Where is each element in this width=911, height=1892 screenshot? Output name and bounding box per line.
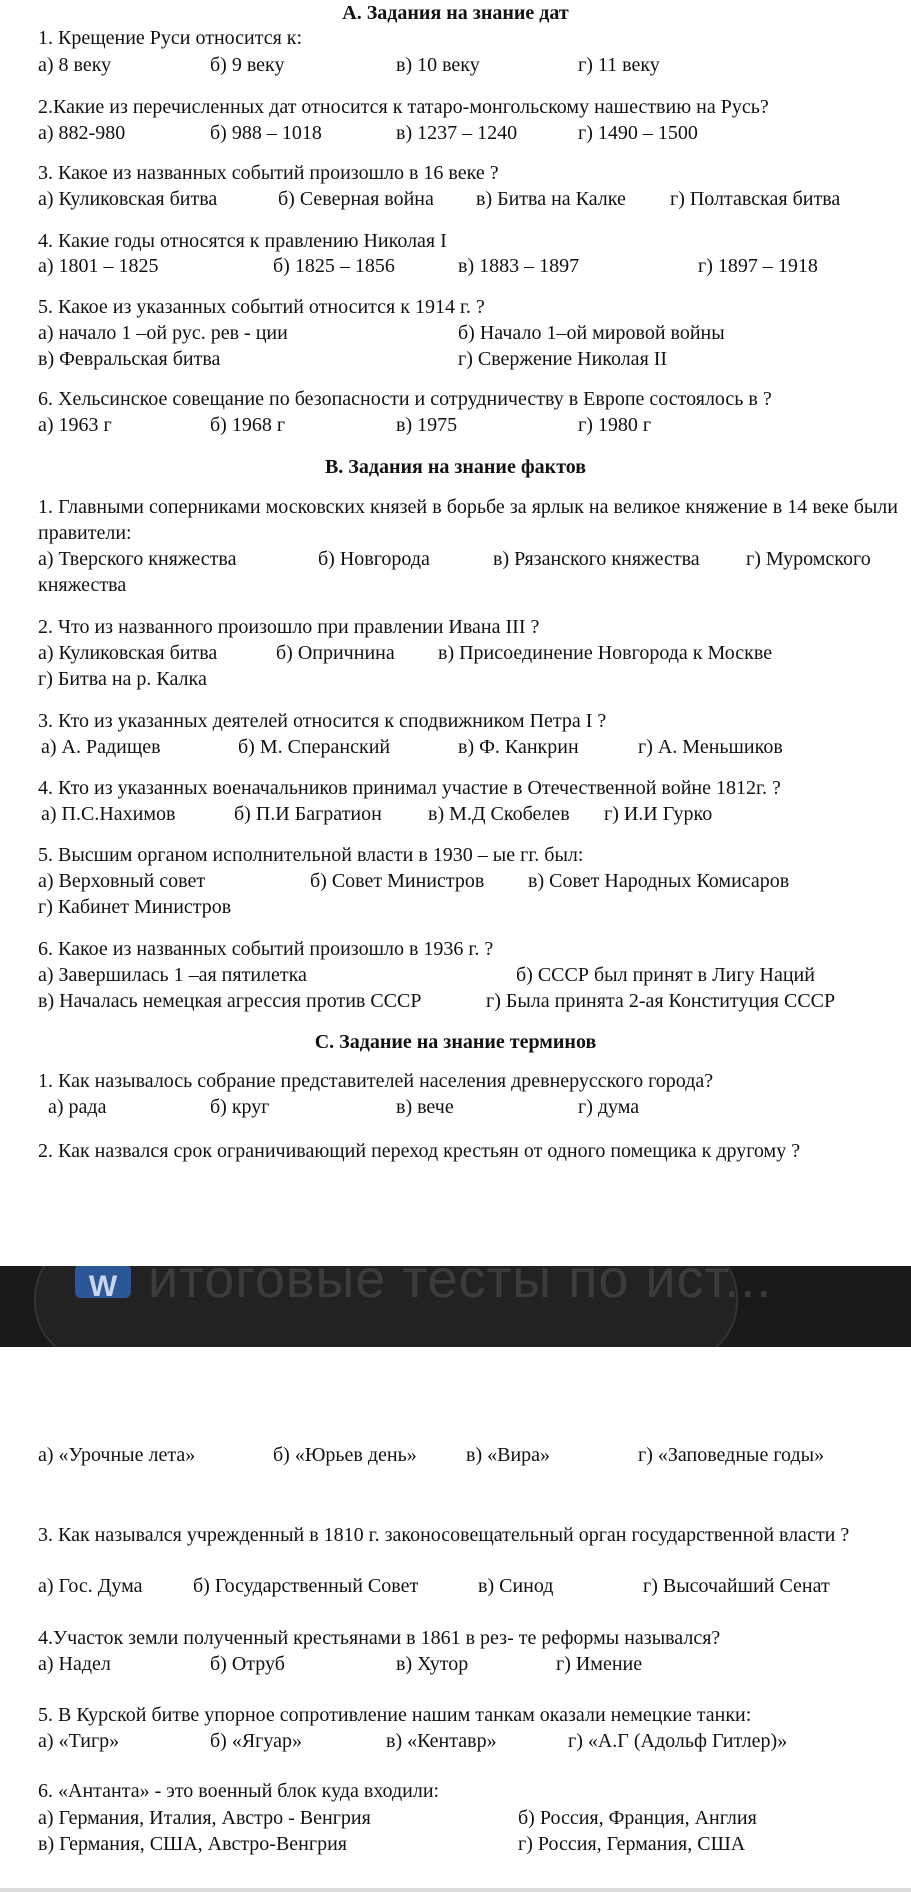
answers-b1 bbox=[38, 546, 908, 572]
answer-c: в) Совет Народных Комисаров bbox=[528, 870, 790, 892]
answer-c: в) 1975 bbox=[396, 414, 458, 436]
page-bottom-divider bbox=[0, 1888, 911, 1892]
answers-a5-row1 bbox=[38, 320, 908, 346]
answer-c: в) М.Д Скобелев bbox=[428, 803, 570, 825]
answers-c6-row2 bbox=[38, 1831, 908, 1857]
section-b-title: В. Задания на знание фактов bbox=[324, 456, 587, 478]
question-a1: 1. Крещение Руси относится к: bbox=[38, 27, 303, 49]
answer-b: б) Отруб bbox=[210, 1653, 285, 1675]
answers-c3 bbox=[38, 1573, 908, 1599]
answer-a: а) рада bbox=[48, 1096, 107, 1118]
answer-b: б) П.И Багратион bbox=[234, 803, 382, 825]
answer-b: б) 9 веку bbox=[210, 54, 285, 76]
question-a2: 2.Какие из перечисленных дат относится к татаро-монгольскому нашествию на Русь? bbox=[38, 96, 769, 118]
answer-a: а) начало 1 –ой рус. рев - ции bbox=[38, 322, 288, 344]
answer-d: г) «Заповедные годы» bbox=[638, 1444, 825, 1466]
answer-d: г) Имение bbox=[556, 1653, 643, 1675]
section-a-title: А. Задания на знание дат bbox=[342, 2, 569, 24]
answers-c5 bbox=[38, 1728, 908, 1754]
answer-b: б) Опричнина bbox=[276, 642, 395, 664]
question-b6: 6. Какое из названных событий произошло в 1936 г. ? bbox=[38, 938, 494, 960]
document-title-banner[interactable] bbox=[0, 1266, 911, 1347]
answer-a: а) 1963 г bbox=[38, 414, 112, 436]
answer-d: г) Была принята 2-ая Конституция СССР bbox=[486, 990, 836, 1012]
answers-a1 bbox=[38, 52, 908, 78]
answer-c: в) вече bbox=[396, 1096, 454, 1118]
answer-d: г) дума bbox=[578, 1096, 640, 1118]
answer-a: а) 1801 – 1825 bbox=[38, 255, 159, 277]
answer-b: б) Северная война bbox=[278, 188, 434, 210]
answer-b: б) 1968 г bbox=[210, 414, 286, 436]
question-c1: 1. Как называлось собрание представителей населения древнерусского города? bbox=[38, 1070, 714, 1092]
answer-a: а) Тверского княжества bbox=[38, 548, 237, 570]
answer-c: в) «Вира» bbox=[466, 1444, 551, 1466]
question-c5: 5. В Курской битве упорное сопротивление нашим танкам оказали немецкие танки: bbox=[38, 1704, 752, 1726]
answer-b2-d: г) Битва на р. Калка bbox=[38, 668, 207, 690]
answer-d: г) 1897 – 1918 bbox=[698, 255, 818, 277]
answer-c: в) Рязанского княжества bbox=[493, 548, 700, 570]
answers-b3 bbox=[38, 734, 908, 760]
answer-a: а) Надел bbox=[38, 1653, 111, 1675]
answers-b6-row1 bbox=[38, 962, 908, 988]
question-c4: 4.Участок земли полученный крестьянами в 1861 в рез- те реформы назывался? bbox=[38, 1627, 721, 1649]
answer-c: в) 1237 – 1240 bbox=[396, 122, 518, 144]
answer-b: б) Государственный Совет bbox=[193, 1575, 419, 1597]
document-title: итоговые тесты по ист... bbox=[148, 1266, 773, 1309]
answers-b4 bbox=[38, 801, 908, 827]
answers-c6-row1 bbox=[38, 1805, 908, 1831]
answers-a3 bbox=[38, 186, 908, 212]
answer-c: в) Февральская битва bbox=[38, 348, 221, 370]
answer-a: а) Германия, Италия, Австро - Венгрия bbox=[38, 1807, 371, 1829]
answer-b: б) Начало 1–ой мировой войны bbox=[458, 322, 725, 344]
answer-b: б) Россия, Франция, Англия bbox=[518, 1807, 757, 1829]
answer-a: а) «Урочные лета» bbox=[38, 1444, 196, 1466]
answer-a: а) Куликовская битва bbox=[38, 188, 218, 210]
answer-c: в) 1883 – 1897 bbox=[458, 255, 580, 277]
answer-b1-continuation: княжества bbox=[38, 574, 127, 596]
section-c-title: С. Задание на знание терминов bbox=[314, 1031, 597, 1053]
answers-c2 bbox=[38, 1442, 908, 1468]
question-a6: 6. Хельсинское совещание по безопасности и сотрудничеству в Европе состоялось в ? bbox=[38, 388, 772, 410]
word-document-icon: W bbox=[75, 1266, 131, 1298]
question-b1: 1. Главными соперниками московских князей в борьбе за ярлык на великое княжение в 14 веке были правители: bbox=[38, 496, 898, 544]
answer-c: в) Хутор bbox=[396, 1653, 469, 1675]
answer-d: г) Высочайший Сенат bbox=[643, 1575, 830, 1597]
answer-a: а) 882-980 bbox=[38, 122, 126, 144]
answers-b5-row1 bbox=[38, 868, 908, 894]
question-b2: 2. Что из названного произошло при правлении Ивана III ? bbox=[38, 616, 540, 638]
question-b5: 5. Высшим органом исполнительной власти в 1930 – ые гг. был: bbox=[38, 844, 584, 866]
answer-b5-d: г) Кабинет Министров bbox=[38, 896, 232, 918]
answers-b2-row1 bbox=[38, 640, 908, 666]
answer-c: в) «Кентавр» bbox=[386, 1730, 497, 1752]
answer-c: в) Началась немецкая агрессия против СССР bbox=[38, 990, 422, 1012]
answer-b: б) Совет Министров bbox=[310, 870, 485, 892]
answer-c: в) Битва на Калке bbox=[476, 188, 626, 210]
answer-d: г) И.И Гурко bbox=[604, 803, 713, 825]
question-c3: 3. Как назывался учрежденный в 1810 г. законосовещательный орган государственной власти ? bbox=[38, 1524, 850, 1546]
answer-b: б) «Ягуар» bbox=[210, 1730, 302, 1752]
answer-a: а) «Тигр» bbox=[38, 1730, 120, 1752]
answer-a: а) Гос. Дума bbox=[38, 1575, 143, 1597]
answer-d: г) 1980 г bbox=[578, 414, 652, 436]
answer-d: г) Муромского bbox=[746, 548, 871, 570]
answer-b: б) 988 – 1018 bbox=[210, 122, 322, 144]
answers-a5-row2 bbox=[38, 346, 908, 372]
answer-d: г) Россия, Германия, США bbox=[518, 1833, 746, 1855]
answer-c: в) Присоединение Новгорода к Москве bbox=[438, 642, 773, 664]
answer-b: б) М. Сперанский bbox=[238, 736, 391, 758]
answer-d: г) Полтавская битва bbox=[670, 188, 841, 210]
answer-b: б) «Юрьев день» bbox=[273, 1444, 417, 1466]
answer-c: в) Синод bbox=[478, 1575, 554, 1597]
question-a4: 4. Какие годы относятся к правлению Николая I bbox=[38, 230, 447, 252]
answer-d: г) Свержение Николая II bbox=[458, 348, 668, 370]
answers-c4 bbox=[38, 1651, 908, 1677]
question-a3: 3. Какое из названных событий произошло в 16 веке ? bbox=[38, 162, 499, 184]
answer-a: а) 8 веку bbox=[38, 54, 112, 76]
question-a5: 5. Какое из указанных событий относится к 1914 г. ? bbox=[38, 296, 485, 318]
answer-a: а) Куликовская битва bbox=[38, 642, 218, 664]
question-b4: 4. Кто из указанных военачальников принимал участие в Отечественной войне 1812г. ? bbox=[38, 777, 781, 799]
answer-c: в) Ф. Канкрин bbox=[458, 736, 579, 758]
answer-b: б) СССР был принят в Лигу Наций bbox=[516, 964, 815, 986]
answers-a2 bbox=[38, 120, 908, 146]
answer-b: б) Новгорода bbox=[318, 548, 430, 570]
answers-c1 bbox=[38, 1094, 908, 1120]
answer-b: б) круг bbox=[210, 1096, 270, 1118]
answer-b: б) 1825 – 1856 bbox=[273, 255, 395, 277]
question-c6: 6. «Антанта» - это военный блок куда входили: bbox=[38, 1780, 440, 1802]
answer-d: г) 11 веку bbox=[578, 54, 660, 76]
answer-d: г) А. Меньшиков bbox=[638, 736, 783, 758]
answers-a6 bbox=[38, 412, 908, 438]
answer-c: в) 10 веку bbox=[396, 54, 480, 76]
answers-b6-row2 bbox=[38, 988, 908, 1014]
answers-a4 bbox=[38, 253, 908, 279]
answer-a: а) А. Радищев bbox=[41, 736, 161, 758]
answer-a: а) Завершилась 1 –ая пятилетка bbox=[38, 964, 307, 986]
answer-c: в) Германия, США, Австро-Венгрия bbox=[38, 1833, 347, 1855]
answer-d: г) «А.Г (Адольф Гитлер)» bbox=[568, 1730, 788, 1752]
answer-d: г) 1490 – 1500 bbox=[578, 122, 698, 144]
answer-a: а) П.С.Нахимов bbox=[41, 803, 176, 825]
question-b3: 3. Кто из указанных деятелей относится к сподвижником Петра I ? bbox=[38, 710, 607, 732]
answer-a: а) Верховный совет bbox=[38, 870, 206, 892]
question-c2: 2. Как назвался срок ограничивающий переход крестьян от одного помещика к другому ? bbox=[38, 1140, 801, 1162]
